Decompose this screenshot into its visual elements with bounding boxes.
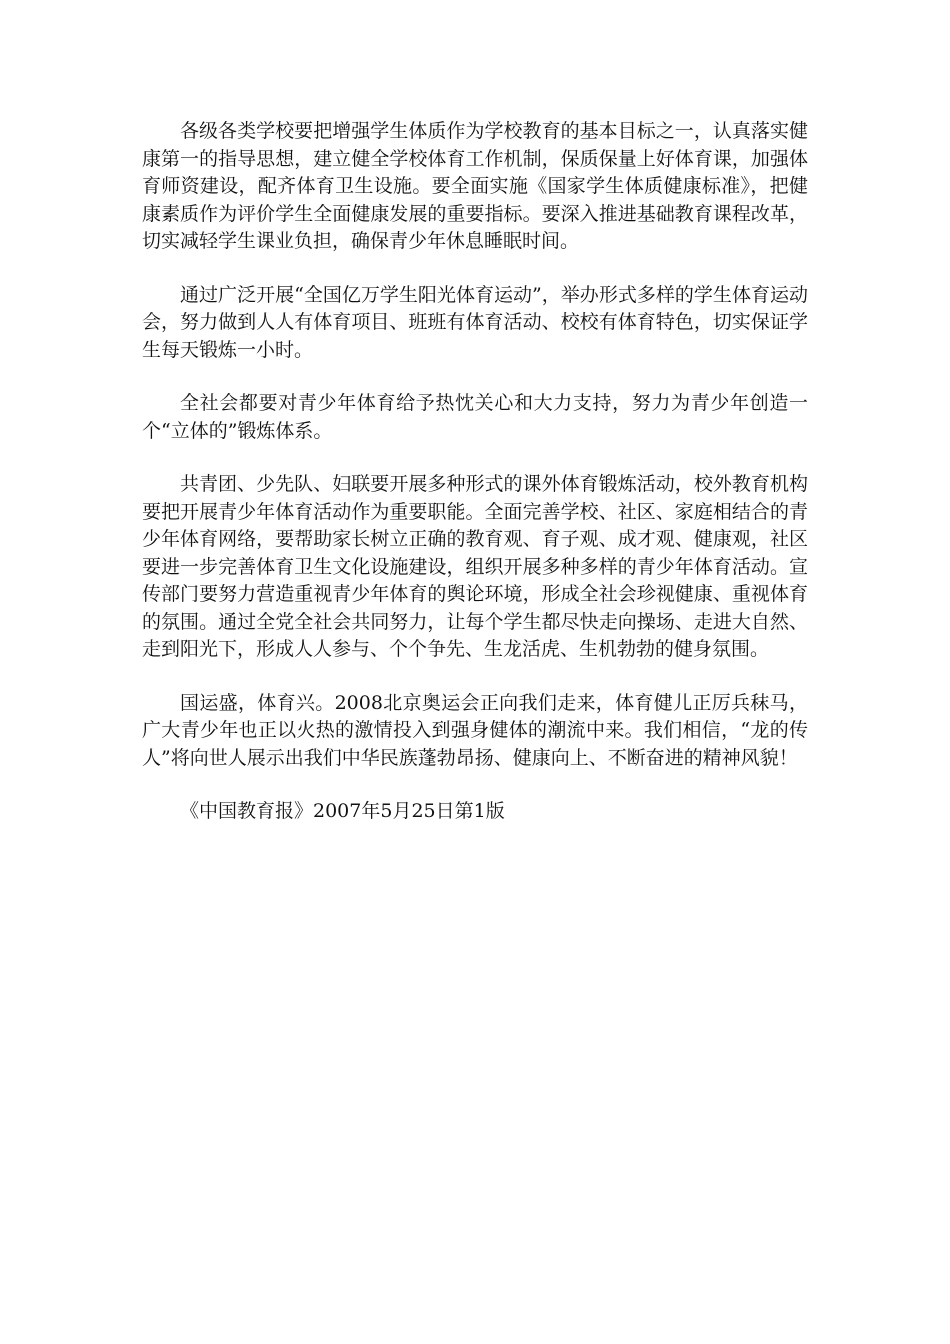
paragraph-school-fitness: 各级各类学校要把增强学生体质作为学校教育的基本目标之一，认真落实健康第一的指导思想，建立健全学校体育工作机制，保质保量上好体育课，加强体育师资建设，配齐体育卫生设施。要全面实施《国家学生体质健康标准》，把健康素质作为评价学生全面健康发展的重要指标。要深入推进基础教育课程改革，切实减轻学生课业负担，确保青少年休息睡眠时间。 xyxy=(142,120,808,252)
document-body xyxy=(142,118,808,852)
source-citation: 《中国教育报》2007年5月25日第1版 xyxy=(180,800,505,822)
paragraph-sunshine-sports: 通过广泛开展“全国亿万学生阳光体育运动”，举办形式多样的学生体育运动会，努力做到人人有体育项目、班班有体育活动、校校有体育特色，切实保证学生每天锻炼一小时。 xyxy=(142,283,808,361)
paragraph-youth-organizations: 共青团、少先队、妇联要开展多种形式的课外体育锻炼活动，校外教育机构要把开展青少年体育活动作为重要职能。全面完善学校、社区、家庭相结合的青少年体育网络，要帮助家长树立正确的教育观、育子观、成才观、健康观，社区要进一步完善体育卫生文化设施建设，组织开展多种多样的青少年体育活动。宣传部门要努力营造重视青少年体育的舆论环境，形成全社会珍视健康、重视体育的氛围。通过全党全社会共同努力，让每个学生都尽快走向操场、走进大自然、走到阳光下，形成人人参与、个个争先、生龙活虎、生机勃勃的健身氛围。 xyxy=(142,473,808,660)
paragraph-society-support: 全社会都要对青少年体育给予热忱关心和大力支持，努力为青少年创造一个“立体的”锻炼体系。 xyxy=(142,392,808,442)
paragraph-olympics: 国运盛，体育兴。2008北京奥运会正向我们走来，体育健儿正厉兵秣马，广大青少年也正以火热的激情投入到强身健体的潮流中来。我们相信，“龙的传人”将向世人展示出我们中华民族蓬勃昂扬、健康向上、不断奋进的精神风貌！ xyxy=(142,691,808,769)
